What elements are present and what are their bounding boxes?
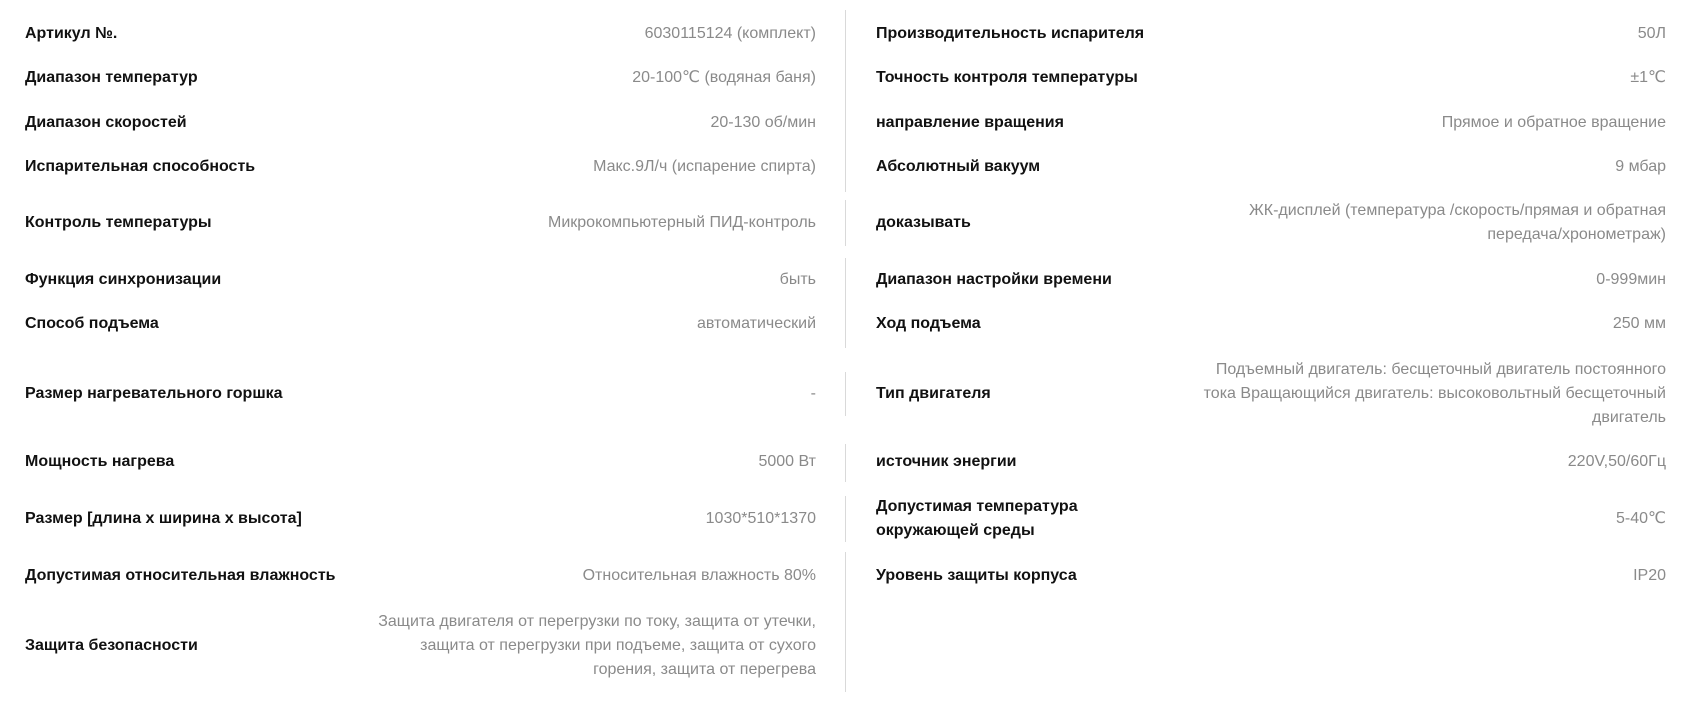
spec-label: Точность контроля температуры (876, 69, 1138, 86)
spec-value: Относительная влажность 80% (582, 567, 816, 584)
spec-label: Артикул №. (25, 25, 118, 42)
spec-value: 250 мм (1612, 315, 1666, 332)
spec-row (0, 610, 1686, 682)
column-divider (845, 372, 846, 416)
spec-label: Допустимая относительная влажность (25, 567, 336, 584)
spec-label: Испарительная способность (25, 158, 256, 175)
spec-label: Производительность испарителя (876, 25, 1145, 42)
spec-label: Уровень защиты корпуса (876, 567, 1077, 584)
spec-label: Диапазон настройки времени (876, 271, 1112, 288)
column-divider (845, 496, 846, 542)
spec-value: Прямое и обратное вращение (1441, 114, 1666, 131)
spec-value: 6030115124 (комплект) (644, 25, 816, 42)
spec-value: 50Л (1637, 25, 1666, 42)
spec-label: Допустимая температура окружающей среды (876, 498, 1078, 539)
column-divider (845, 444, 846, 482)
spec-value: - (810, 385, 816, 402)
spec-value: Подъемный двигатель: бесщеточный двигатель постоянного тока Вращающийся двигатель: высоковольтный бесщеточный двигатель (1203, 361, 1666, 426)
spec-row (0, 358, 1686, 430)
spec-label: Ход подъема (876, 315, 981, 332)
spec-label: источник энергии (876, 453, 1017, 470)
column-divider (845, 200, 846, 246)
spec-value: 20-130 об/мин (710, 114, 816, 131)
spec-label: направление вращения (876, 114, 1064, 131)
spec-label: Функция синхронизации (25, 271, 222, 288)
spec-label: Контроль температуры (25, 214, 212, 231)
spec-value: Защита двигателя от перегрузки по току, защита от утечки, защита от перегрузки при подъеме, защита от сухого горения, защита от перегрева (378, 613, 816, 678)
spec-row (0, 58, 1686, 98)
spec-label (876, 610, 1176, 682)
spec-value: Микрокомпьютерный ПИД-контроль (548, 214, 816, 231)
spec-value: 20-100℃ (водяная баня) (632, 69, 816, 86)
column-divider (845, 552, 846, 692)
spec-row (0, 198, 1686, 248)
spec-value: 1030*510*1370 (705, 510, 816, 527)
spec-label: доказывать (876, 214, 971, 231)
spec-row (0, 260, 1686, 300)
spec-label: Мощность нагрева (25, 453, 175, 470)
spec-value: 220V,50/60Гц (1567, 453, 1666, 470)
spec-value: автоматический (696, 315, 816, 332)
spec-value: 0-999мин (1596, 271, 1666, 288)
spec-label: Диапазон температур (25, 69, 198, 86)
spec-row (0, 304, 1686, 344)
spec-value: ЖК-дисплей (температура /скорость/прямая и обратная передача/хронометраж) (1248, 202, 1666, 243)
spec-value: 5000 Вт (758, 453, 816, 470)
spec-value: IP20 (1633, 567, 1666, 584)
spec-row (0, 103, 1686, 143)
spec-row (0, 494, 1686, 544)
spec-value (1180, 610, 1666, 682)
spec-value: 5-40℃ (1616, 510, 1666, 527)
spec-value: 9 мбар (1615, 158, 1666, 175)
spec-value: быть (779, 271, 816, 288)
spec-value: ±1℃ (1630, 69, 1666, 86)
spec-row (0, 556, 1686, 596)
column-divider (845, 258, 846, 348)
spec-label: Абсолютный вакуум (876, 158, 1041, 175)
spec-label: Диапазон скоростей (25, 114, 187, 131)
spec-value: Макс.9Л/ч (испарение спирта) (593, 158, 816, 175)
spec-label: Тип двигателя (876, 385, 991, 402)
spec-label: Способ подъема (25, 315, 159, 332)
spec-label: Размер нагревательного горшка (25, 385, 283, 402)
spec-row (0, 147, 1686, 187)
column-divider (845, 10, 846, 192)
spec-label: Размер [длина x ширина x высота] (25, 510, 302, 527)
spec-row (0, 442, 1686, 482)
spec-label: Защита безопасности (25, 637, 198, 654)
spec-row (0, 14, 1686, 54)
